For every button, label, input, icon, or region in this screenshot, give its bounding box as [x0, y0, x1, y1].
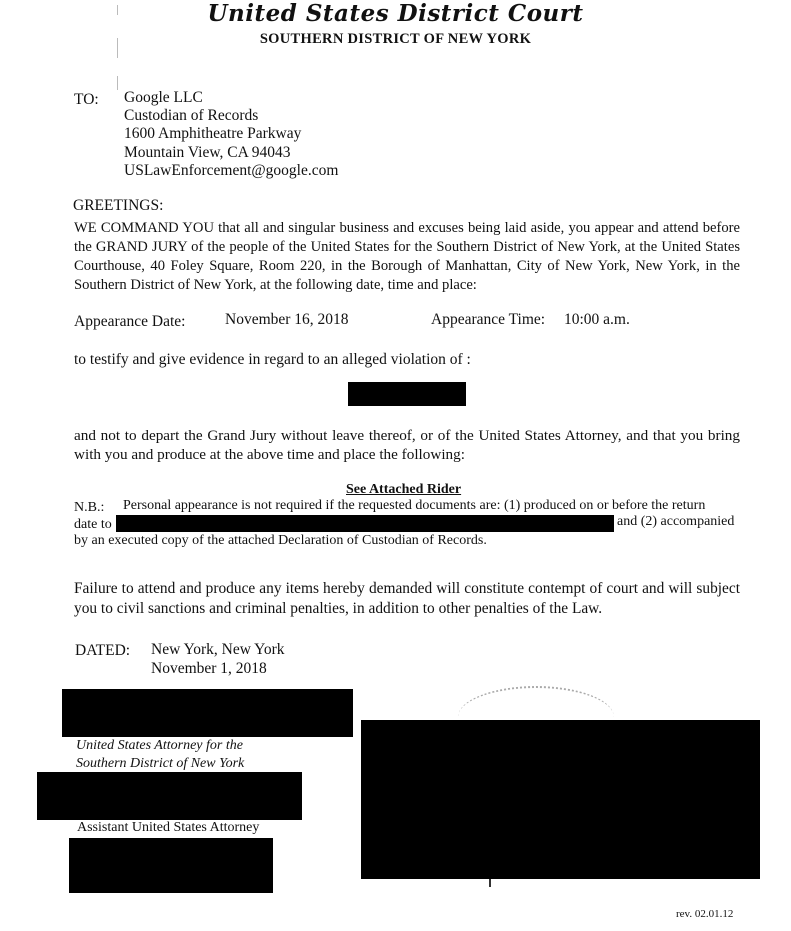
- redaction-us-attorney-signature: [62, 689, 353, 737]
- appearance-time-label: Appearance Time:: [431, 311, 546, 328]
- redaction-statute: [348, 382, 466, 406]
- dated-date: November 1, 2018: [151, 660, 267, 677]
- redaction-return-date: [116, 515, 614, 532]
- recipient-email: USLawEnforcement@google.com: [124, 162, 339, 179]
- court-district: SOUTHERN DISTRICT OF NEW YORK: [259, 31, 532, 47]
- nb-label: N.B.:: [74, 500, 105, 515]
- court-title: United States District Court: [207, 0, 584, 27]
- dated-place: New York, New York: [151, 641, 285, 658]
- depart-paragraph: and not to depart the Grand Jury without leave thereof, or of the United States Attorney, and that you bring with you and produce at the above time and place the following:: [74, 427, 740, 463]
- redaction-seal-block: [361, 720, 760, 879]
- see-attached-rider: See Attached Rider: [346, 482, 462, 497]
- appearance-time-value: 10:00 a.m.: [564, 311, 630, 328]
- assistant-attorney-title: Assistant United States Attorney: [77, 820, 260, 835]
- recipient-line-2: Custodian of Records: [124, 107, 259, 124]
- to-label: TO:: [74, 91, 99, 108]
- greetings: GREETINGS:: [73, 197, 164, 214]
- violation-text: to testify and give evidence in regard to an alleged violation of :: [74, 351, 471, 368]
- command-paragraph: WE COMMAND YOU that all and singular business and excuses being laid aside, you appear and attend before the GRAND JURY of the people of the United States for the Southern District of New York, at the United States Courthouse, 40 Foley Square, Room 220, in the Borough of Manhattan, City of New York, New York, in the Southern District of New York, at the following date, time and place:: [74, 220, 740, 293]
- dated-label: DATED:: [75, 642, 131, 659]
- recipient-line-3: 1600 Amphitheatre Parkway: [124, 125, 302, 142]
- appearance-date-value: November 16, 2018: [225, 311, 349, 328]
- nb-text-line-3: by an executed copy of the attached Declaration of Custodian of Records.: [74, 533, 487, 548]
- appearance-date-label: Appearance Date:: [74, 313, 186, 330]
- us-attorney-title-line-2: Southern District of New York: [76, 756, 245, 771]
- us-attorney-title-line-1: United States Attorney for the: [76, 738, 243, 753]
- recipient-line-4: Mountain View, CA 94043: [124, 144, 291, 161]
- nb-accompanied: and (2) accompanied: [617, 514, 735, 529]
- recipient-line-1: Google LLC: [124, 89, 203, 106]
- failure-paragraph: Failure to attend and produce any items hereby demanded will constitute contempt of court and will subject you to civil sanctions and criminal penalties, in addition to other penalties of the Law.: [74, 580, 740, 617]
- nb-date-to: date to: [74, 517, 112, 532]
- redaction-ausa-name: [69, 838, 273, 893]
- redaction-ausa-signature: [37, 772, 302, 820]
- revision-number: rev. 02.01.12: [676, 908, 734, 920]
- nb-text-line-1: Personal appearance is not required if the requested documents are: (1) produced on or before the return: [123, 498, 706, 513]
